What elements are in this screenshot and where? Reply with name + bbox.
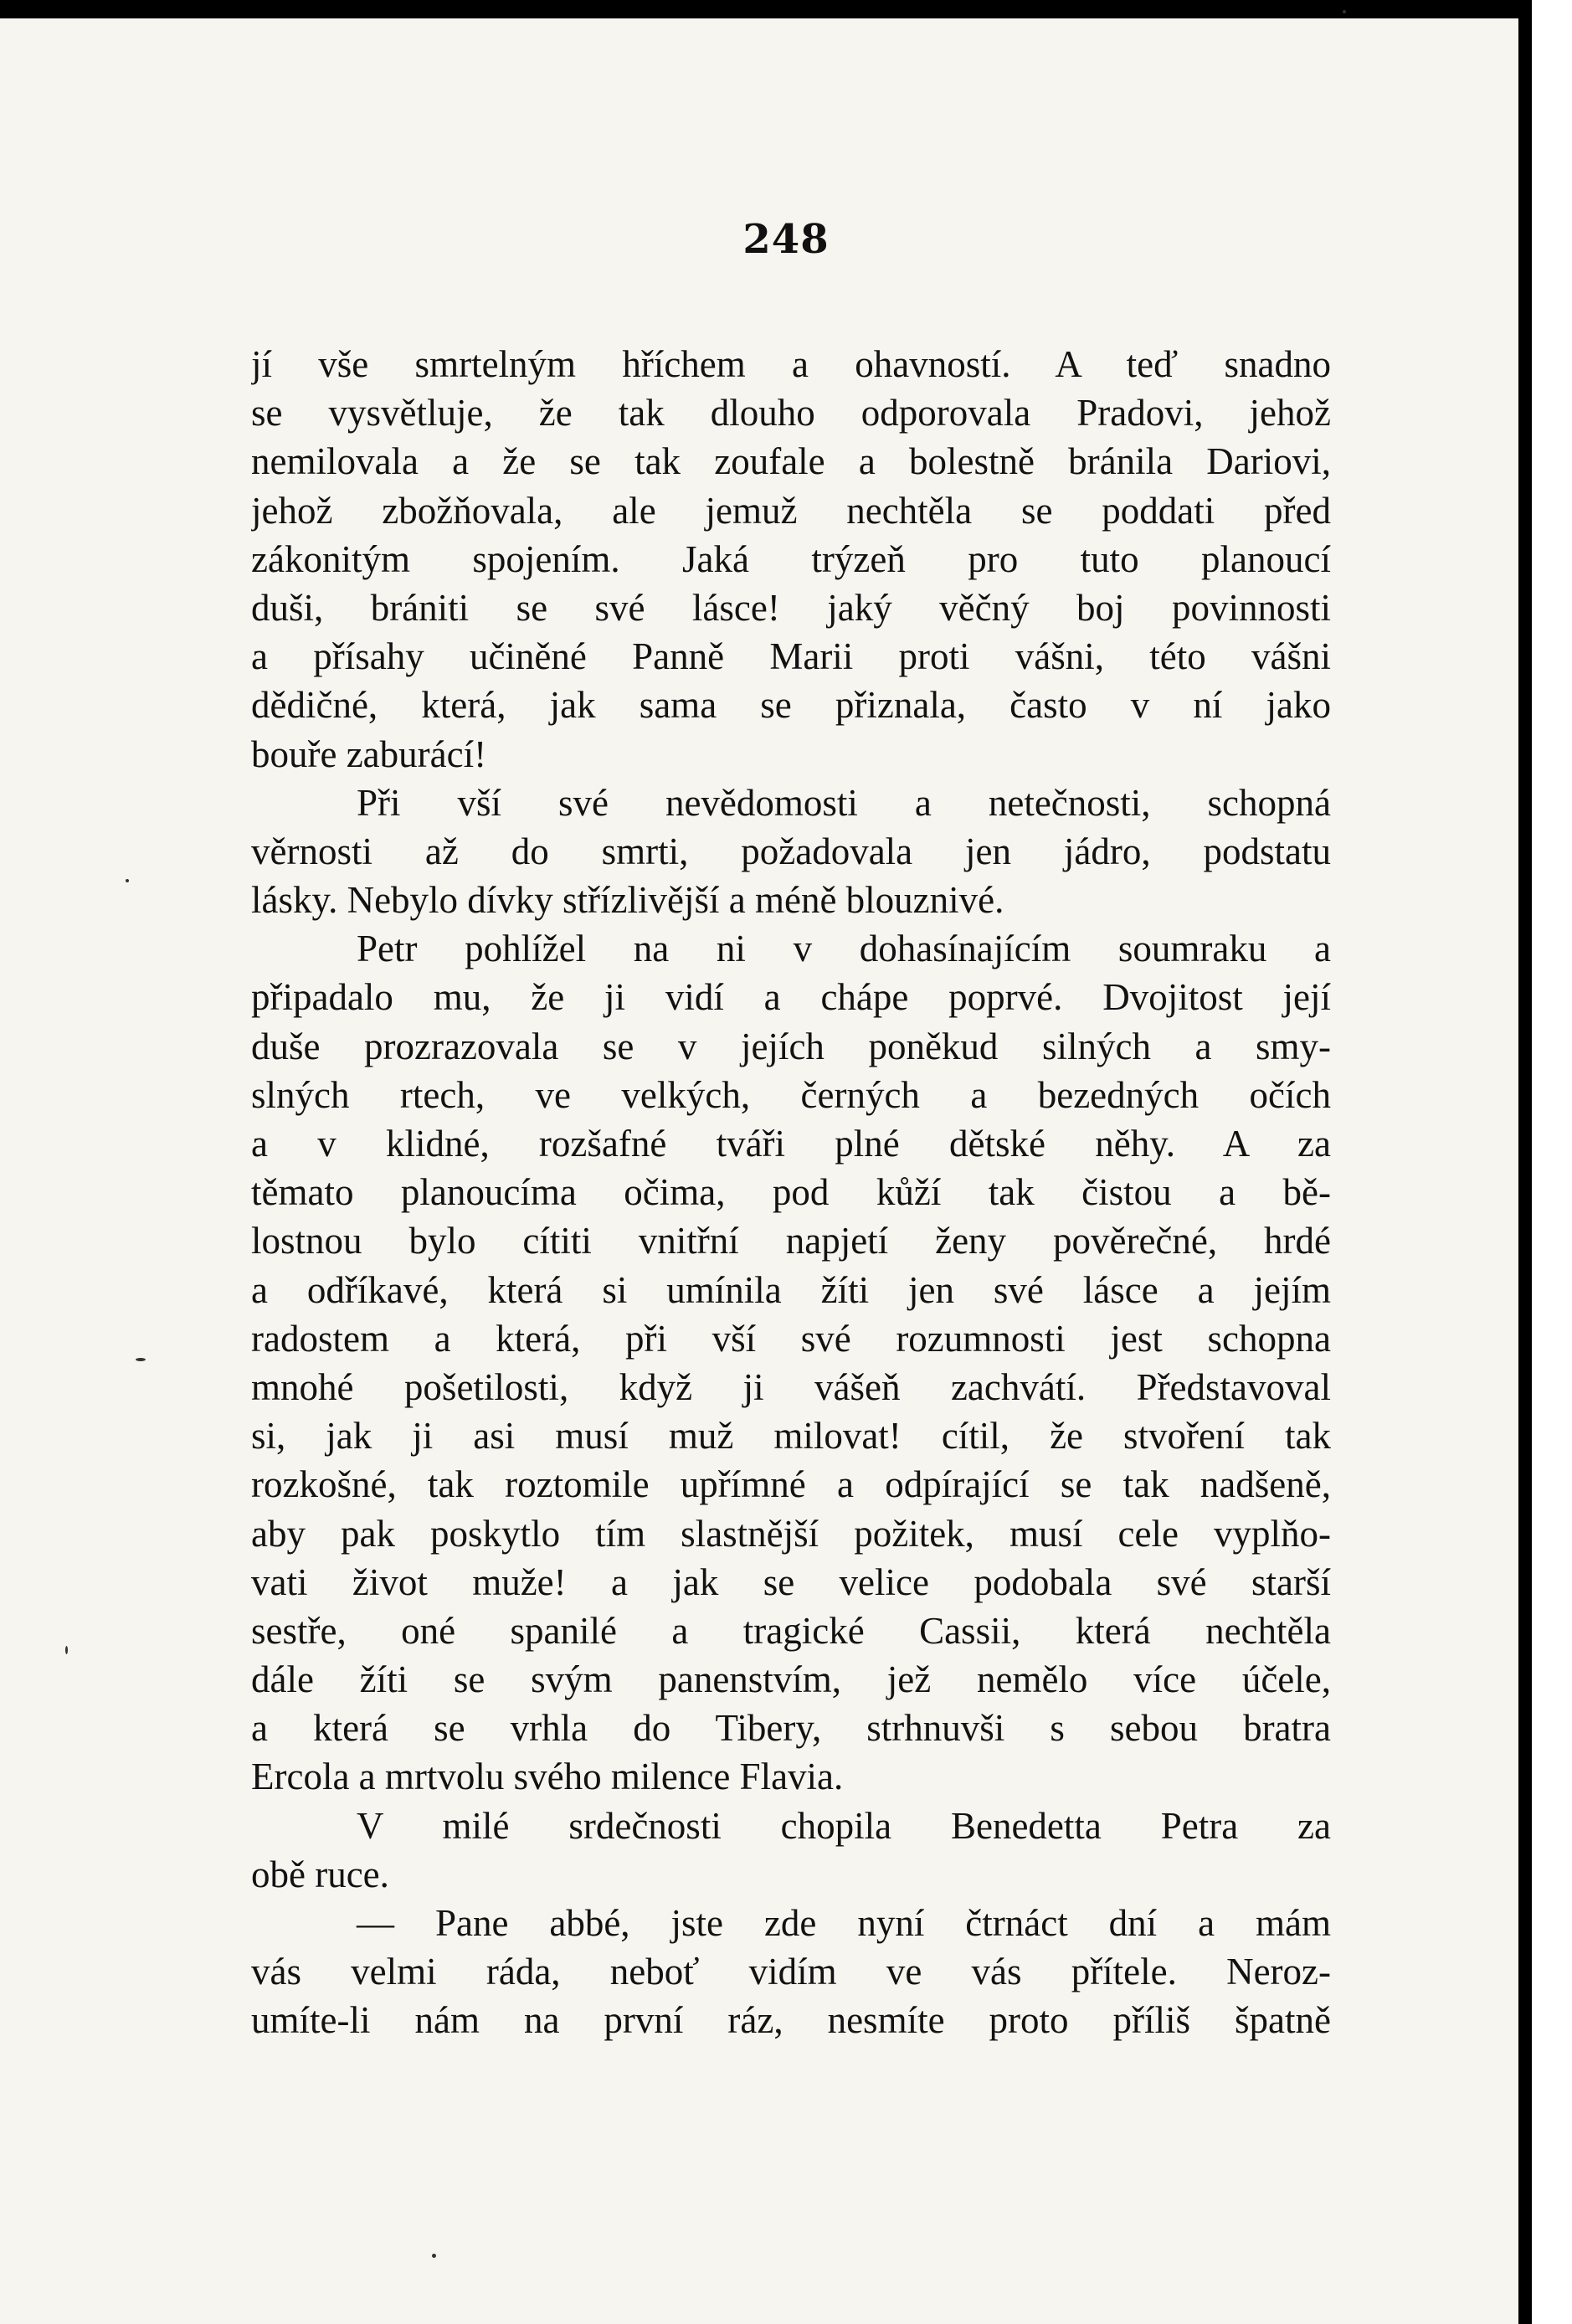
text-line: Při vší své nevědomosti a netečnosti, schopná [357,781,1331,824]
text-line: mnohé pošetilosti, když ji vášeň zachvátí. Představoval [251,1365,1331,1408]
text-line: si, jak ji asi musí muž milovat! cítil, že stvoření tak [251,1415,1331,1458]
scan-speck [126,879,129,882]
text-line: rozkošné, tak roztomile upřímné a odpírající se tak nadšeně, [251,1463,1331,1506]
scan-edge [1518,0,1572,2324]
text-line: umíte-li nám na první ráz, nesmíte proto příliš špatně [251,1999,1331,2042]
text-line: dále žíti se svým panenstvím, jež nemělo více účele, [251,1658,1331,1701]
scan-edge-mark [1525,1716,1530,1817]
text-line: se vysvětluje, že tak dlouho odporovala Pradovi, jehož [251,392,1331,434]
text-line: nemilovala a že se tak zoufale a bolestně bránila Dariovi, [251,440,1331,483]
text-line: věrnosti až do smrti, požadovala jen jádro, podstatu [251,830,1331,872]
text-line: a přísahy učiněné Panně Marii proti vášni, této vášni [251,635,1331,678]
text-line: Ercola a mrtvolu svého milence Flavia. [251,1756,844,1798]
text-line: připadalo mu, že ji vidí a chápe poprvé. Dvojitost její [251,976,1331,1019]
text-line: vás velmi ráda, neboť vidím ve vás přítele. Neroz- [251,1951,1331,1993]
text-line: a která se vrhla do Tibery, strhnuvši s sebou bratra [251,1707,1331,1750]
text-line: lásky. Nebylo dívky střízlivější a méně blouznivé. [251,879,1004,922]
scan-speck [136,1358,146,1361]
text-line: dědičné, která, jak sama se přiznala, často v ní jako [251,684,1331,727]
body-text [251,340,1331,2045]
page-number: 248 [742,216,830,263]
text-line: jehož zbožňovala, ale jemuž nechtěla se poddati před [251,489,1331,532]
text-line: zákonitým spojením. Jaká trýzeň pro tuto planoucí [251,537,1331,580]
scan-speck [432,2254,436,2258]
scan-speck [1343,10,1346,13]
text-line: obě ruce. [251,1853,389,1895]
text-line: V milé srdečnosti chopila Benedetta Petra za [357,1804,1331,1847]
text-line: a v klidné, rozšafné tváři plné dětské něhy. A za [251,1123,1331,1165]
text-line: vati život muže! a jak se velice podobala své starší [251,1560,1331,1603]
text-line: slných rtech, ve velkých, černých a bezedných očích [251,1073,1331,1116]
text-line: radostem a která, při vší své rozumnosti jest schopna [251,1317,1331,1360]
text-line: bouře zaburácí! [251,733,487,775]
scan-edge-line [1518,0,1532,2324]
text-line: lostnou bylo cítiti vnitřní napjetí ženy pověrečné, hrdé [251,1220,1331,1262]
scan-speck [65,1646,68,1654]
text-line: těmato planoucíma očima, pod kůží tak čistou a bě- [251,1171,1331,1214]
text-line: sestře, oné spanilé a tragické Cassii, která nechtěla [251,1609,1331,1652]
text-line: — Pane abbé, jste zde nyní čtrnáct dní a mám [357,1902,1331,1944]
text-line: duši, brániti se své lásce! jaký věčný boj povinnosti [251,586,1331,629]
text-line: jí vše smrtelným hříchem a ohavností. A teď snadno [251,343,1331,385]
text-line: aby pak poskytlo tím slastnější požitek, musí cele vyplňo- [251,1512,1331,1555]
scan-edge-mark [1525,536,1530,586]
text-line: Petr pohlížel na ni v dohasínajícím soumraku a [357,928,1331,970]
text-line: a odříkavé, která si umínila žíti jen své lásce a jejím [251,1268,1331,1311]
text-line: duše prozrazovala se v jejích poněkud silných a smy- [251,1025,1331,1067]
